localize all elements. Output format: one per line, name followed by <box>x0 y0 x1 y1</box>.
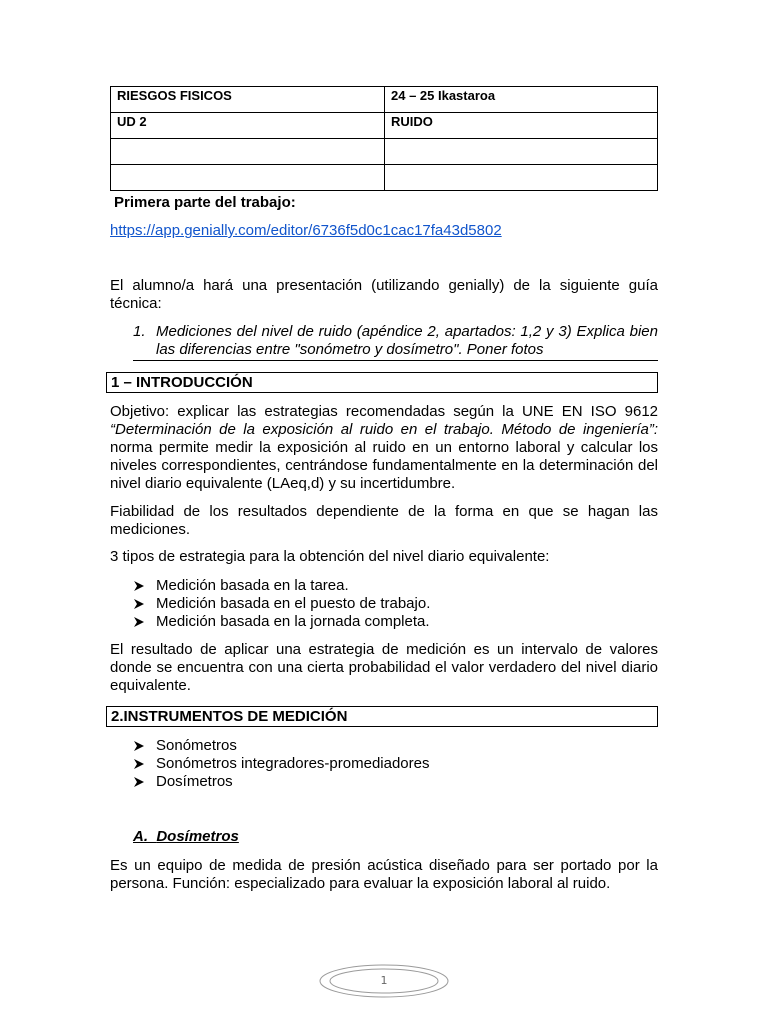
page-number: 1 <box>380 974 388 987</box>
dosimeter-paragraph: Es un equipo de medida de presión acústica diseñado para ser portado por la persona. Función: especializado para evaluar la exposición laboral al ruido. <box>110 857 658 892</box>
list-item-text: Dosímetros <box>156 773 233 790</box>
list-item-text: Sonómetros integradores-promediadores <box>156 755 430 772</box>
strategies-intro: 3 tipos de estrategia para la obtención del nivel diario equivalente: <box>110 548 550 565</box>
table-cell <box>385 139 658 165</box>
table-row <box>111 139 658 165</box>
arrow-bullet-icon <box>133 581 145 591</box>
list-item-text: Medición basada en la tarea. <box>156 577 349 594</box>
genially-link[interactable] <box>110 222 658 240</box>
table-cell: RUIDO <box>385 113 658 139</box>
objective-paragraph <box>110 403 658 493</box>
subsection-heading-dosimetros <box>133 828 239 845</box>
subsection-title: Dosímetros <box>156 828 239 845</box>
list-item-text: Medición basada en el puesto de trabajo. <box>156 595 431 612</box>
list-item-text: Medición basada en la jornada completa. <box>156 613 430 630</box>
table-cell: UD 2 <box>111 113 385 139</box>
list-number: 1. <box>133 323 146 340</box>
reliability-paragraph: Fiabilidad de los resultados dependiente de la forma en que se hagan las mediciones. <box>110 503 658 538</box>
list-item-text: Sonómetros <box>156 737 237 754</box>
arrow-bullet-icon <box>133 617 145 627</box>
table-cell: RIESGOS FISICOS <box>111 87 385 113</box>
arrow-bullet-icon <box>133 741 145 751</box>
arrow-bullet-icon <box>133 759 145 769</box>
list-item-text: Mediciones del nivel de ruido (apéndice 2, apartados: 1,2 y 3) Explica bien las diferencias entre "sonómetro y dosímetro". Poner fotos <box>156 323 658 358</box>
result-paragraph: El resultado de aplicar una estrategia de medición es un intervalo de valores donde se encuentra con una cierta probabilidad el valor verdadero del nivel diario equivalente. <box>110 641 658 694</box>
page-number-footer <box>318 963 450 999</box>
arrow-bullet-icon <box>133 599 145 609</box>
standard-title: “Determinación de la exposición al ruido en el trabajo. Método de ingeniería”: <box>110 421 658 438</box>
table-row <box>111 87 658 113</box>
numbered-list-item <box>133 323 658 361</box>
table-row <box>111 165 658 191</box>
table-cell <box>385 165 658 191</box>
genially-link-text[interactable]: https://app.genially.com/editor/6736f5d0c1cac17fa43d5802 <box>110 222 502 239</box>
section-heading-introduccion: 1 – INTRODUCCIÓN <box>106 372 658 393</box>
table-cell <box>111 139 385 165</box>
table-cell <box>111 165 385 191</box>
objective-suffix: norma permite medir la exposición al ruido en un entorno laboral y calcular los niveles correspondientes, centrándose fundamentalmente en la determinación del nivel diario equivalente (LAeq,d) y su incertidumbre. <box>110 439 658 492</box>
table-row <box>111 113 658 139</box>
subsection-label: A. <box>133 828 148 845</box>
objective-prefix: Objetivo: explicar las estrategias recomendadas según la UNE EN ISO 9612 <box>110 403 658 420</box>
first-part-heading: Primera parte del trabajo: <box>114 194 296 211</box>
arrow-bullet-icon <box>133 777 145 787</box>
section-heading-instrumentos: 2.INSTRUMENTOS DE MEDICIÓN <box>106 706 658 727</box>
table-cell: 24 – 25 Ikastaroa <box>385 87 658 113</box>
intro-paragraph: El alumno/a hará una presentación (utilizando genially) de la siguiente guía técnica: <box>110 277 658 312</box>
header-table <box>110 86 658 191</box>
